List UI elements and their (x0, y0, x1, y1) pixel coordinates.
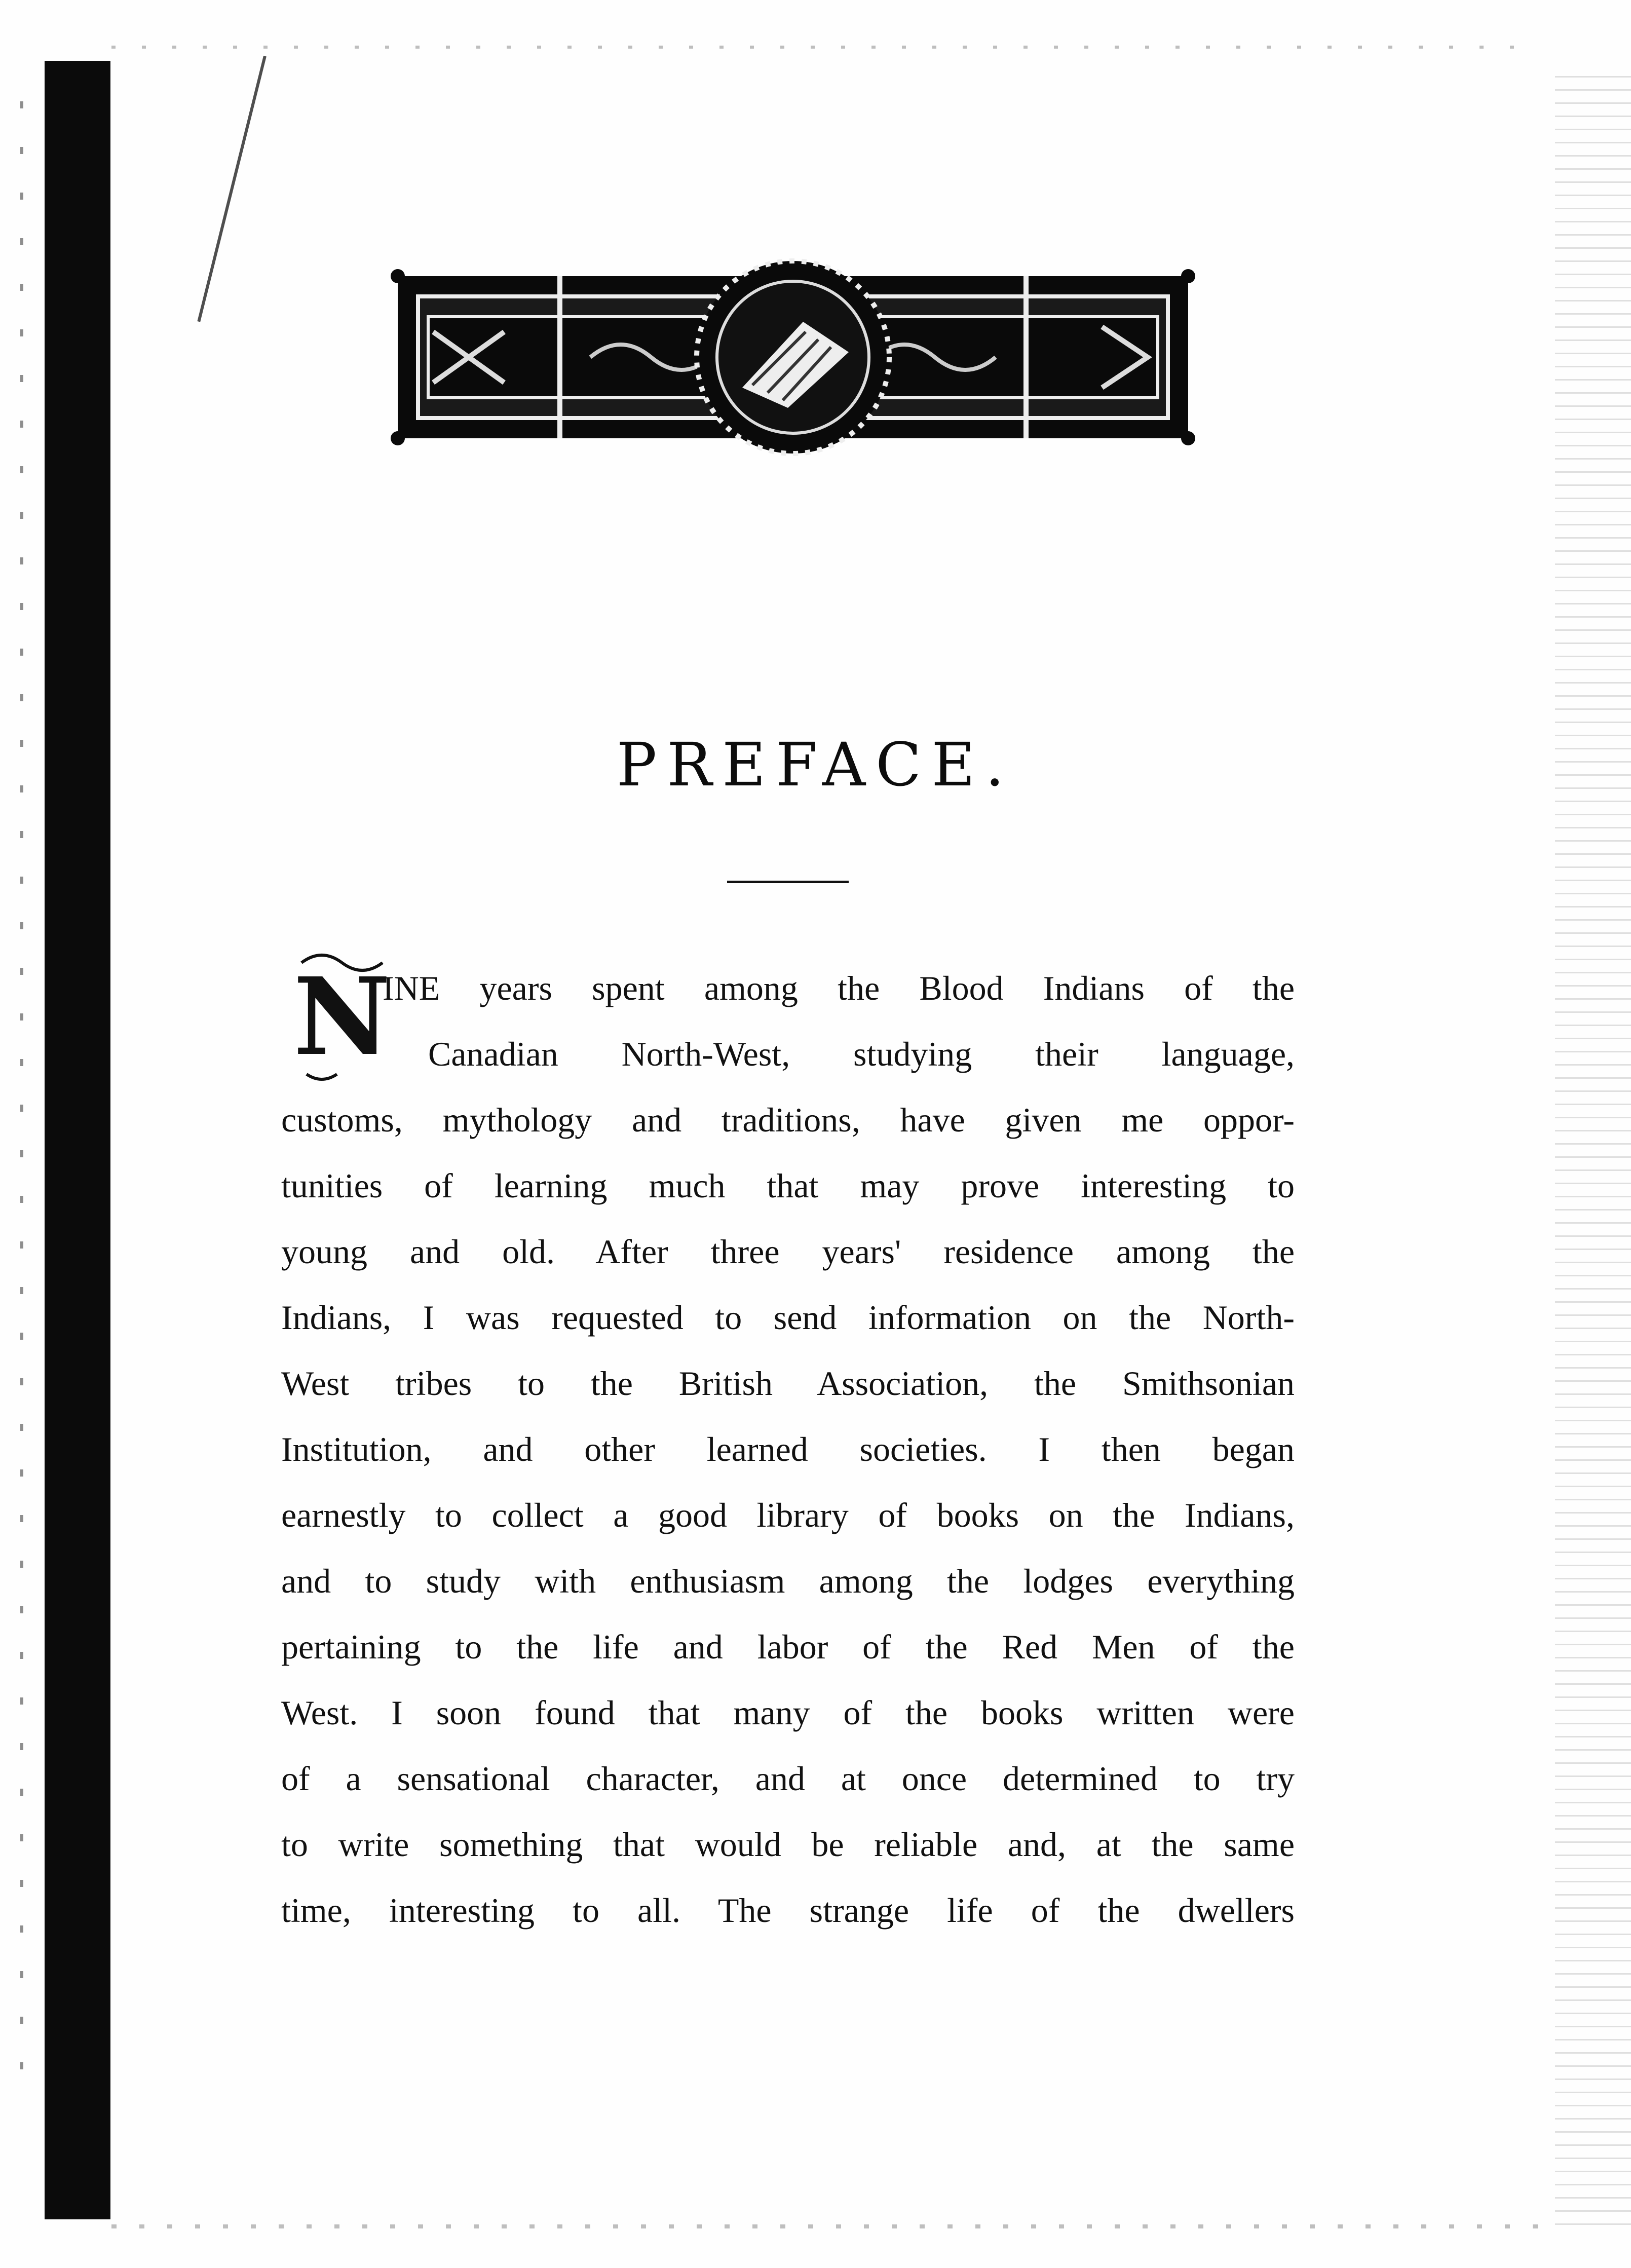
page-edge-marks-right (1555, 76, 1631, 2229)
title-underline-rule (727, 881, 849, 883)
page-edge-marks-top (111, 46, 1530, 49)
page-edge-marks-left (20, 101, 23, 2077)
body-line: customs, mythology and traditions, have given me oppor- (281, 1101, 1295, 1139)
page-title: PREFACE. (616, 730, 1015, 800)
body-line: time, interesting to all. The strange life of the dwellers (281, 1891, 1295, 1930)
book-spine-shadow (45, 61, 110, 2219)
body-line: West tribes to the British Association, the Smithsonian (281, 1364, 1295, 1403)
body-line: of a sensational character, and at once determined to try (281, 1759, 1295, 1798)
ornamental-headpiece (377, 256, 1208, 459)
preface-body (281, 955, 1295, 1943)
body-line: and to study with enthusiasm among the lodges everything (281, 1562, 1295, 1600)
dropcap-letter: N (293, 954, 391, 1079)
body-line: to write something that would be reliable and, at the same (281, 1825, 1295, 1864)
body-line: tunities of learning much that may prove interesting to (281, 1166, 1295, 1205)
body-line: INE years spent among the Blood Indians of the (383, 969, 1295, 1007)
body-line: young and old. After three years' residence among the (281, 1232, 1295, 1271)
body-line: pertaining to the life and labor of the Red Men of the (281, 1628, 1295, 1666)
page-edge-marks-bottom (111, 2224, 1556, 2228)
body-line: West. I soon found that many of the books written were (281, 1693, 1295, 1732)
body-line: earnestly to collect a good library of books on the Indians, (281, 1496, 1295, 1534)
scan-scratch-mark (197, 56, 266, 322)
body-line: Indians, I was requested to send information on the North- (281, 1298, 1295, 1337)
body-line: Institution, and other learned societies. I then began (281, 1430, 1295, 1468)
body-line: Canadian North-West, studying their language, (428, 1035, 1295, 1073)
